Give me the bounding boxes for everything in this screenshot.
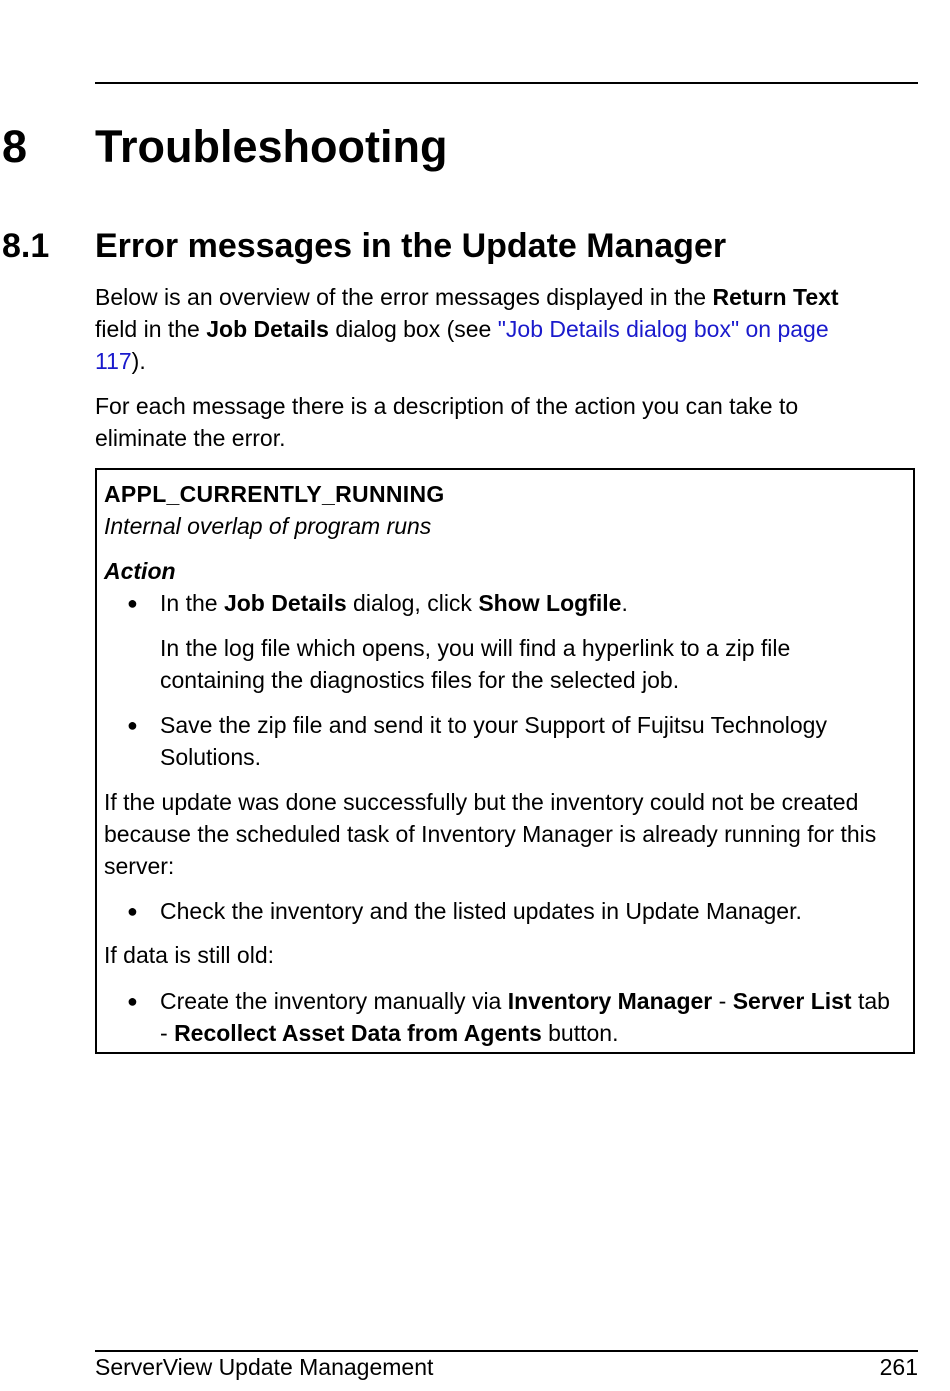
intro-text: ). bbox=[131, 348, 146, 374]
return-text-term: Return Text bbox=[712, 284, 839, 310]
bullet-icon: ● bbox=[127, 991, 138, 1011]
action-step-2: Save the zip file and send it to your Support of Fujitsu Technology Solutions. bbox=[160, 712, 827, 770]
server-list-term: Server List bbox=[732, 988, 852, 1014]
step-text: Create the inventory manually via bbox=[160, 988, 508, 1014]
show-logfile-term: Show Logfile bbox=[478, 590, 622, 616]
intro-paragraph-2: For each message there is a description of the action you can take to eliminate the error. bbox=[95, 393, 799, 451]
bullet-icon: ● bbox=[127, 715, 138, 735]
action-step-1-note: In the log file which opens, you will find a hyperlink to a zip file containing the diagnostics files for the selected job. bbox=[160, 635, 791, 693]
step-text: . bbox=[621, 590, 628, 616]
error-description: Internal overlap of program runs bbox=[104, 513, 432, 539]
intro-paragraph bbox=[95, 281, 885, 377]
job-details-page-link[interactable]: "Job Details dialog box" on page 117 bbox=[95, 316, 829, 374]
job-details-term: Job Details bbox=[206, 316, 329, 342]
header-rule bbox=[95, 82, 918, 84]
intro-text: dialog box (see bbox=[328, 316, 498, 342]
bullet-icon: ● bbox=[127, 901, 138, 921]
step-text: tab - bbox=[160, 988, 890, 1046]
action-step-3: Check the inventory and the listed updates in Update Manager. bbox=[160, 898, 802, 924]
data-old-paragraph: If data is still old: bbox=[104, 942, 275, 968]
error-message-box bbox=[95, 468, 915, 1054]
footer-title: ServerView Update Management bbox=[95, 1354, 434, 1380]
step-text: dialog, click bbox=[346, 590, 479, 616]
inventory-manager-term: Inventory Manager bbox=[507, 988, 713, 1014]
bullet-icon: ● bbox=[127, 593, 138, 613]
action-heading: Action bbox=[104, 558, 176, 584]
chapter-title: Troubleshooting bbox=[95, 121, 448, 172]
step-text: - bbox=[712, 988, 733, 1014]
page-number: 261 bbox=[879, 1354, 918, 1380]
step-text: button. bbox=[541, 1020, 619, 1046]
intro-text: Below is an overview of the error messages displayed in the bbox=[95, 284, 713, 310]
section-title: Error messages in the Update Manager bbox=[95, 227, 727, 265]
step-text: In the bbox=[160, 590, 224, 616]
job-details-term: Job Details bbox=[223, 590, 347, 616]
chapter-number: 8 bbox=[2, 121, 28, 172]
recollect-asset-data-term: Recollect Asset Data from Agents bbox=[174, 1020, 542, 1046]
intro-text: field in the bbox=[95, 316, 207, 342]
inventory-paragraph: If the update was done successfully but the inventory could not be created because the scheduled task of Inventory Manager is already running for this server: bbox=[104, 789, 877, 879]
action-step-4 bbox=[160, 985, 900, 1049]
action-step-1 bbox=[160, 587, 900, 619]
section-number: 8.1 bbox=[2, 227, 50, 265]
error-code: APPL_CURRENTLY_RUNNING bbox=[104, 481, 445, 507]
